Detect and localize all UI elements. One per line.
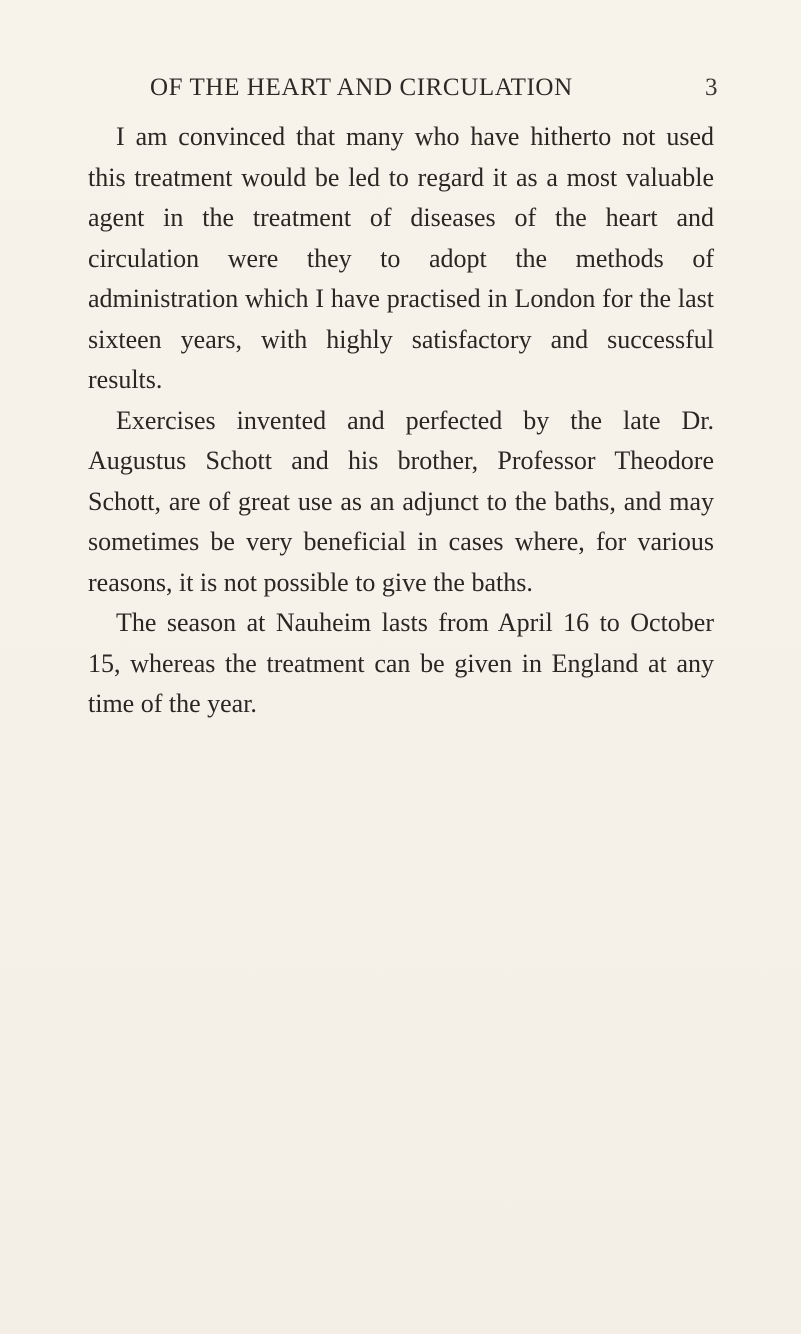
running-head [0,72,801,108]
paragraph-3: The season at Nauheim lasts from April 16 to October 15, whereas the treatment can be given in England at any time of the year. [88,608,714,718]
page-body [88,117,714,725]
running-title: OF THE HEART AND CIRCULATION [150,74,573,101]
page-number: 3 [705,74,718,101]
paragraph-1: I am convinced that many who have hitherto not used this treatment would be led to regard it as a most valuable agent in the treatment of diseases of the heart and circulation were they to adopt the methods of administration which I have practised in London for the last sixteen years, with highly satisfactory and successful results. [88,122,714,394]
paragraph-2: Exercises invented and perfected by the late Dr. Augustus Schott and his brother, Professor Theodore Schott, are of great use as an adjunct to the baths, and may sometimes be very beneficial in cases where, for various reasons, it is not possible to give the baths. [88,405,714,597]
